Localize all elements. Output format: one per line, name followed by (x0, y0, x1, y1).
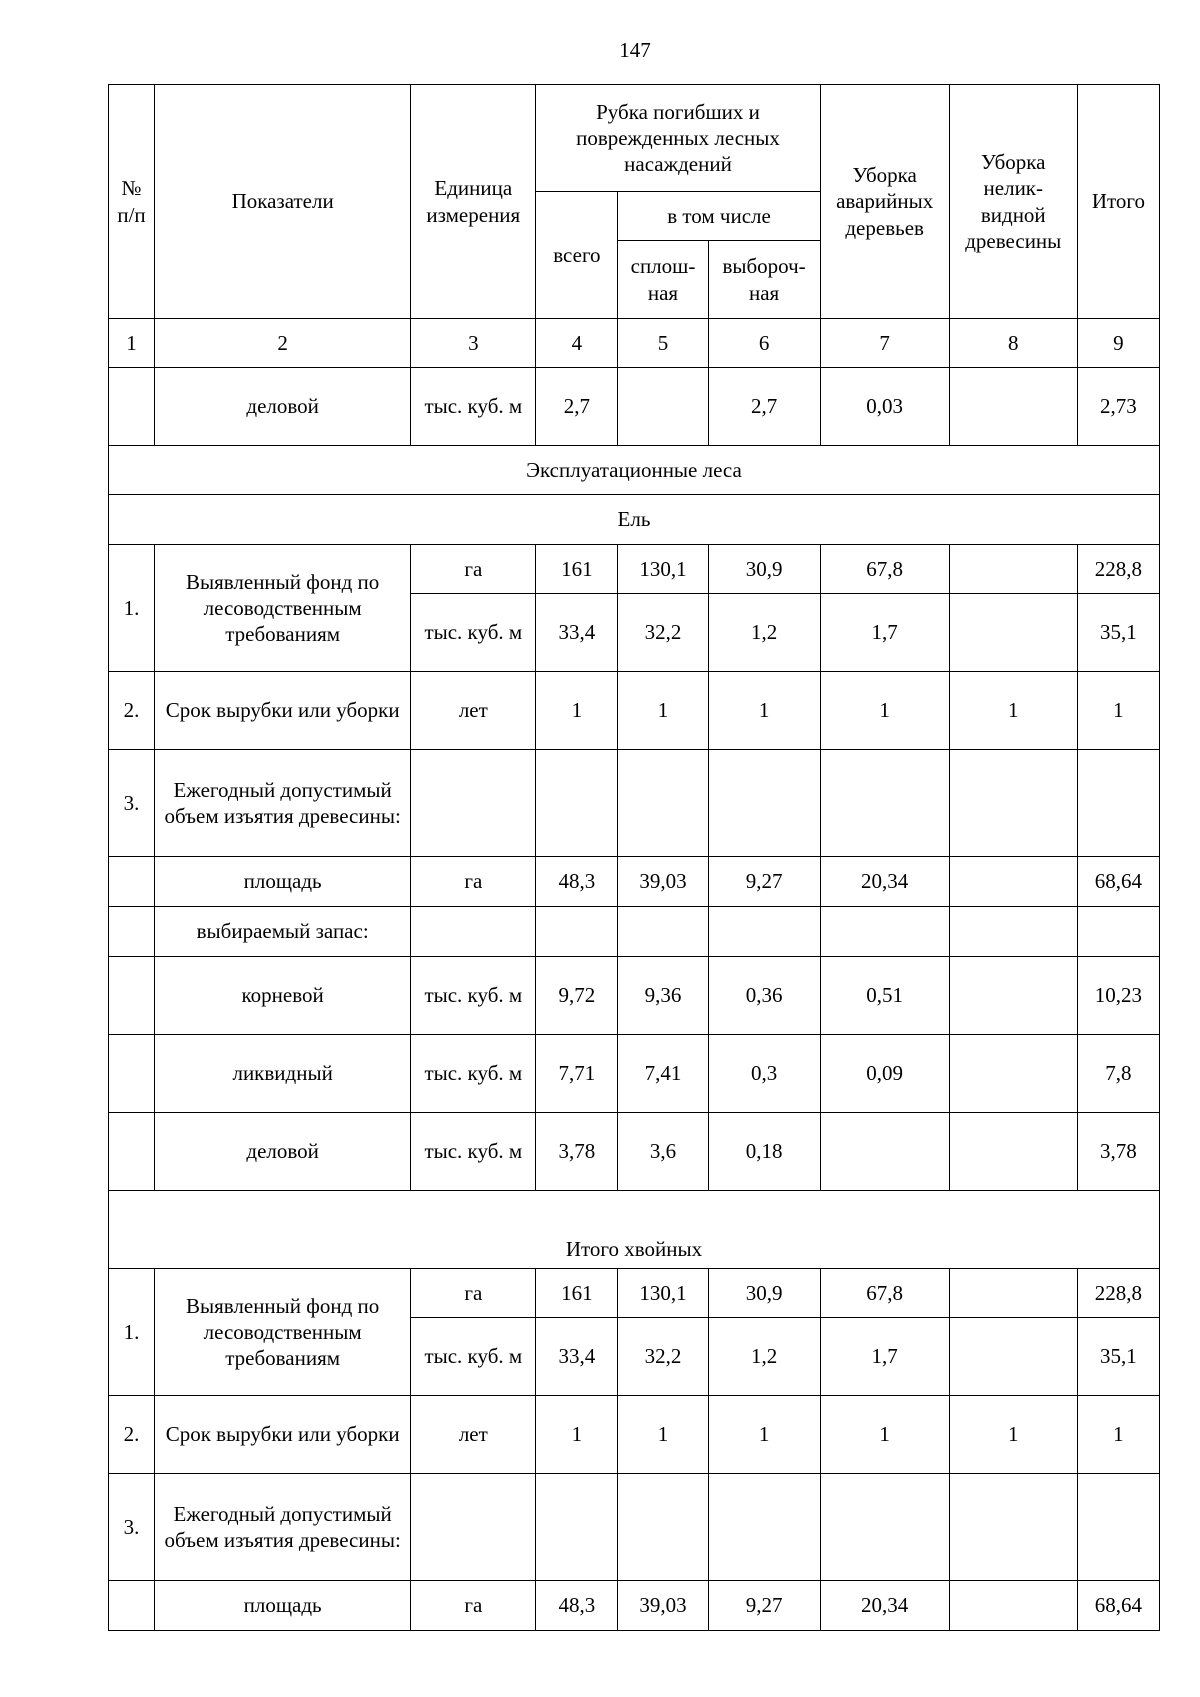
table-row (109, 1269, 1160, 1318)
header-indicators: Показатели (155, 85, 411, 319)
header-emergency: Уборка аварийных деревьев (820, 85, 949, 319)
cell-value (949, 1269, 1077, 1318)
row-unit: тыс. куб. м (411, 594, 536, 672)
row-label: площадь (155, 857, 411, 907)
cell-value (949, 1035, 1077, 1113)
cell-value (618, 750, 708, 857)
row-number (109, 907, 155, 957)
col-number: 2 (155, 319, 411, 368)
row-number: 1. (109, 545, 155, 672)
cell-value: 9,72 (536, 957, 618, 1035)
cell-value: 3,78 (536, 1113, 618, 1191)
row-number: 3. (109, 750, 155, 857)
row-unit: лет (411, 1396, 536, 1474)
column-numbers-row (109, 319, 1160, 368)
cell-value (949, 1113, 1077, 1191)
cell-value: 0,09 (820, 1035, 949, 1113)
cell-value: 1 (708, 1396, 820, 1474)
forest-felling-table (108, 84, 1160, 1631)
row-unit (411, 1474, 536, 1581)
cell-value: 1 (1077, 672, 1159, 750)
cell-value: 2,73 (1077, 368, 1159, 446)
row-unit: тыс. куб. м (411, 1318, 536, 1396)
cell-value (708, 1474, 820, 1581)
table-row (109, 1396, 1160, 1474)
cell-value: 67,8 (820, 1269, 949, 1318)
cell-value: 1 (618, 672, 708, 750)
header-num: № п/п (109, 85, 155, 319)
table-row (109, 1035, 1160, 1113)
cell-value (949, 545, 1077, 594)
col-number: 1 (109, 319, 155, 368)
header-unit: Единица измерения (411, 85, 536, 319)
cell-value: 1,7 (820, 594, 949, 672)
table-row (109, 672, 1160, 750)
cell-value (949, 957, 1077, 1035)
table-row (109, 857, 1160, 907)
cell-value (820, 1113, 949, 1191)
row-label: площадь (155, 1581, 411, 1631)
row-label: деловой (155, 1113, 411, 1191)
cell-value: 1 (1077, 1396, 1159, 1474)
row-number (109, 1113, 155, 1191)
cell-value: 33,4 (536, 594, 618, 672)
cell-value: 228,8 (1077, 545, 1159, 594)
header-felling-total: всего (536, 192, 618, 319)
cell-value: 130,1 (618, 1269, 708, 1318)
table-row (109, 1581, 1160, 1631)
cell-value (618, 368, 708, 446)
col-number: 5 (618, 319, 708, 368)
cell-value (618, 907, 708, 957)
cell-value: 1 (708, 672, 820, 750)
row-unit (411, 750, 536, 857)
cell-value: 67,8 (820, 545, 949, 594)
row-number: 2. (109, 672, 155, 750)
table-row (109, 368, 1160, 446)
cell-value (536, 907, 618, 957)
cell-value (708, 750, 820, 857)
header-selective: выбороч-ная (708, 241, 820, 319)
cell-value: 228,8 (1077, 1269, 1159, 1318)
row-label: Срок вырубки или уборки (155, 1396, 411, 1474)
cell-value: 48,3 (536, 1581, 618, 1631)
cell-value (949, 594, 1077, 672)
col-number: 3 (411, 319, 536, 368)
row-label: Выявленный фонд по лесоводственным требованиям (155, 545, 411, 672)
header-including: в том числе (618, 192, 820, 241)
table-row (109, 1113, 1160, 1191)
cell-value: 30,9 (708, 1269, 820, 1318)
cell-value: 39,03 (618, 1581, 708, 1631)
cell-value: 7,8 (1077, 1035, 1159, 1113)
cell-value: 1,7 (820, 1318, 949, 1396)
cell-value: 1,2 (708, 594, 820, 672)
col-number: 4 (536, 319, 618, 368)
cell-value: 2,7 (536, 368, 618, 446)
page-number: 147 (619, 38, 651, 62)
row-label: Ежегодный допустимый объем изъятия древесины: (155, 1474, 411, 1581)
row-number: 2. (109, 1396, 155, 1474)
cell-value (949, 1318, 1077, 1396)
cell-value (949, 368, 1077, 446)
cell-value: 0,18 (708, 1113, 820, 1191)
cell-value (536, 750, 618, 857)
row-unit: га (411, 1581, 536, 1631)
cell-value: 161 (536, 545, 618, 594)
cell-value (949, 750, 1077, 857)
cell-value: 0,03 (820, 368, 949, 446)
cell-value: 7,41 (618, 1035, 708, 1113)
cell-value (820, 907, 949, 957)
cell-value (820, 750, 949, 857)
cell-value: 20,34 (820, 857, 949, 907)
cell-value (820, 1474, 949, 1581)
table-row (109, 957, 1160, 1035)
row-label: деловой (155, 368, 411, 446)
cell-value: 3,6 (618, 1113, 708, 1191)
cell-value (536, 1474, 618, 1581)
cell-value: 48,3 (536, 857, 618, 907)
cell-value: 32,2 (618, 1318, 708, 1396)
cell-value (1077, 750, 1159, 857)
cell-value: 7,71 (536, 1035, 618, 1113)
cell-value: 0,51 (820, 957, 949, 1035)
row-number: 3. (109, 1474, 155, 1581)
row-number (109, 368, 155, 446)
row-label: Выявленный фонд по лесоводственным требованиям (155, 1269, 411, 1396)
cell-value: 1 (949, 1396, 1077, 1474)
cell-value: 0,36 (708, 957, 820, 1035)
cell-value: 3,78 (1077, 1113, 1159, 1191)
row-unit: га (411, 857, 536, 907)
row-unit: тыс. куб. м (411, 1113, 536, 1191)
header-total: Итого (1077, 85, 1159, 319)
row-unit: тыс. куб. м (411, 957, 536, 1035)
cell-value (949, 907, 1077, 957)
col-number: 8 (949, 319, 1077, 368)
cell-value (949, 857, 1077, 907)
cell-value (949, 1474, 1077, 1581)
cell-value: 68,64 (1077, 857, 1159, 907)
row-label: корневой (155, 957, 411, 1035)
cell-value: 161 (536, 1269, 618, 1318)
cell-value (618, 1474, 708, 1581)
header-clear: сплош-ная (618, 241, 708, 319)
row-unit (411, 907, 536, 957)
header-nonliquid: Уборка нелик-видной древесины (949, 85, 1077, 319)
cell-value: 130,1 (618, 545, 708, 594)
row-number (109, 857, 155, 907)
cell-value: 1 (536, 1396, 618, 1474)
cell-value: 10,23 (1077, 957, 1159, 1035)
cell-value: 35,1 (1077, 594, 1159, 672)
table-row (109, 1474, 1160, 1581)
cell-value (708, 907, 820, 957)
table-row (109, 907, 1160, 957)
cell-value: 1,2 (708, 1318, 820, 1396)
row-number (109, 1035, 155, 1113)
cell-value: 9,36 (618, 957, 708, 1035)
cell-value: 33,4 (536, 1318, 618, 1396)
cell-value: 35,1 (1077, 1318, 1159, 1396)
cell-value: 39,03 (618, 857, 708, 907)
cell-value (949, 1581, 1077, 1631)
cell-value: 1 (949, 672, 1077, 750)
cell-value: 9,27 (708, 857, 820, 907)
header-felling-group: Рубка погибших и поврежденных лесных насаждений (536, 85, 820, 192)
col-number: 6 (708, 319, 820, 368)
cell-value: 1 (820, 1396, 949, 1474)
cell-value (1077, 1474, 1159, 1581)
table-row (109, 750, 1160, 857)
cell-value: 1 (618, 1396, 708, 1474)
cell-value: 30,9 (708, 545, 820, 594)
row-unit: га (411, 545, 536, 594)
row-unit: га (411, 1269, 536, 1318)
section-heading: Итого хвойных (109, 1191, 1160, 1269)
cell-value: 0,3 (708, 1035, 820, 1113)
row-label: Ежегодный допустимый объем изъятия древесины: (155, 750, 411, 857)
row-label: ликвидный (155, 1035, 411, 1113)
cell-value: 32,2 (618, 594, 708, 672)
section-heading: Ель (109, 495, 1160, 545)
cell-value: 20,34 (820, 1581, 949, 1631)
cell-value: 2,7 (708, 368, 820, 446)
row-label: выбираемый запас: (155, 907, 411, 957)
cell-value: 9,27 (708, 1581, 820, 1631)
row-number (109, 1581, 155, 1631)
row-unit: лет (411, 672, 536, 750)
row-number (109, 957, 155, 1035)
row-number: 1. (109, 1269, 155, 1396)
cell-value: 1 (820, 672, 949, 750)
section-heading: Эксплуатационные леса (109, 446, 1160, 495)
col-number: 7 (820, 319, 949, 368)
col-number: 9 (1077, 319, 1159, 368)
table-row (109, 545, 1160, 594)
cell-value: 1 (536, 672, 618, 750)
row-unit: тыс. куб. м (411, 1035, 536, 1113)
cell-value (1077, 907, 1159, 957)
cell-value: 68,64 (1077, 1581, 1159, 1631)
row-unit: тыс. куб. м (411, 368, 536, 446)
row-label: Срок вырубки или уборки (155, 672, 411, 750)
